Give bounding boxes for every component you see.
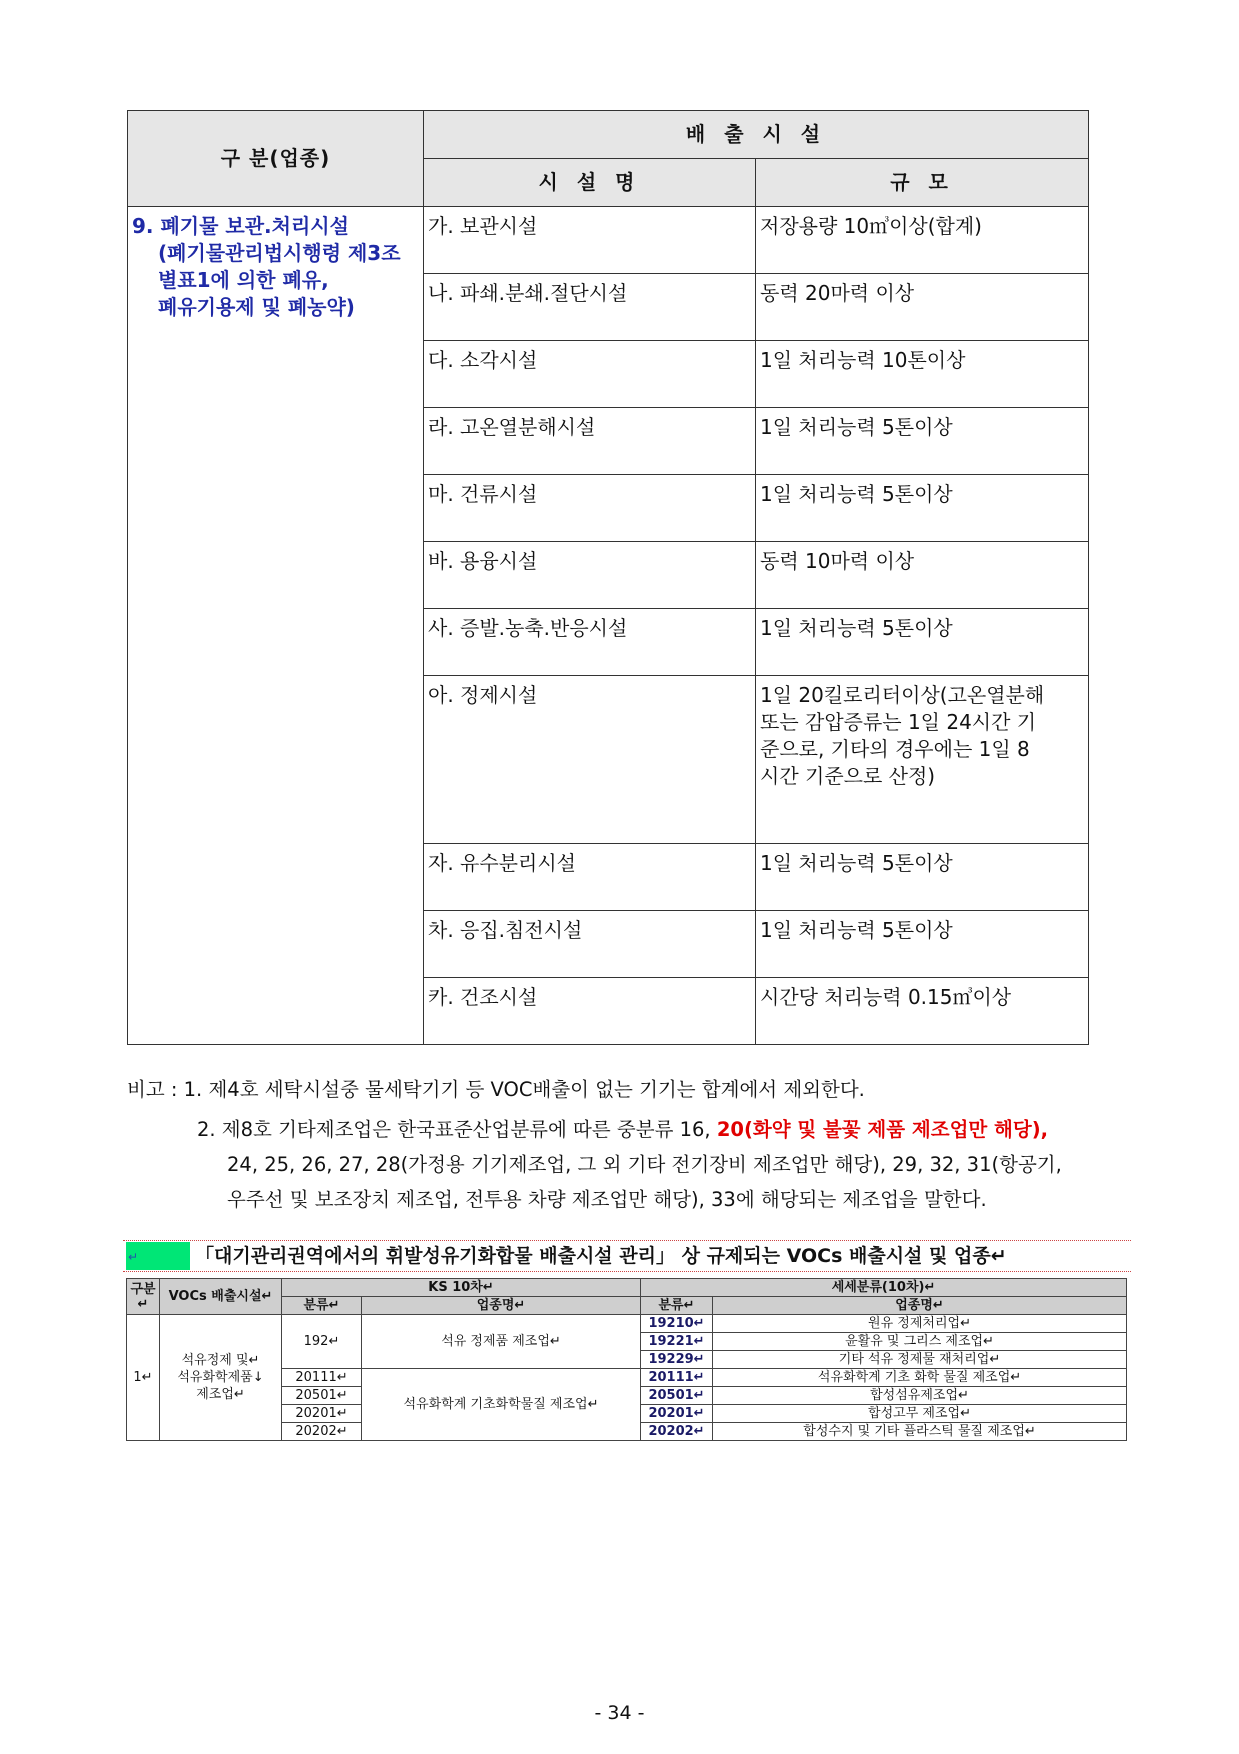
voc-detail-name: 석유화학계 기초 화학 물질 제조업↵ [713, 1369, 1127, 1387]
facility-name-cell: 다. 소각시설 [424, 341, 756, 408]
scale-line: 1일 20킬로리터이상(고온열분해 [760, 683, 1045, 707]
voc-detail-name: 윤활유 및 그리스 제조업↵ [713, 1333, 1127, 1351]
voc-ks-code: 192↵ [282, 1315, 362, 1369]
voc-header-code: 분류↵ [641, 1297, 713, 1315]
voc-header-gubun: 구분↵ [127, 1279, 160, 1315]
voc-detail-code: 20111↵ [641, 1369, 713, 1387]
category-cell [128, 207, 424, 1045]
scale-cell: 동력 10마력 이상 [756, 542, 1089, 609]
category-line: 9. 폐기물 보관.처리시설 [132, 214, 349, 238]
scale-line: 준으로, 기타의 경우에는 1일 8 [760, 737, 1030, 761]
facility-name-cell: 라. 고온열분해시설 [424, 408, 756, 475]
voc-ks-code: 20202↵ [282, 1423, 362, 1441]
scale-cell: 1일 처리능력 10톤이상 [756, 341, 1089, 408]
voc-ks-code: 20111↵ [282, 1369, 362, 1387]
voc-ks-code: 20201↵ [282, 1405, 362, 1423]
scale-cell: 1일 처리능력 5톤이상 [756, 844, 1089, 911]
voc-group-name-line: 제조업↵ [196, 1387, 245, 1402]
scale-cell: 1일 처리능력 5톤이상 [756, 408, 1089, 475]
facility-name-cell: 가. 보관시설 [424, 207, 756, 274]
voc-header-code: 분류↵ [282, 1297, 362, 1315]
voc-detail-name: 기타 석유 정제물 재처리업↵ [713, 1351, 1127, 1369]
voc-ks-name: 석유화학계 기초화학물질 제조업↵ [362, 1369, 641, 1441]
scale-cell: 1일 처리능력 5톤이상 [756, 475, 1089, 542]
voc-header-ks: KS 10차↵ [282, 1279, 641, 1297]
voc-detail-code: 19229↵ [641, 1351, 713, 1369]
note-2-line-3: 우주선 및 보조장치 제조업, 전투용 차량 제조업만 해당), 33에 해당되는 제조업을 말한다. [227, 1188, 987, 1211]
category-line: 폐유기용제 및 폐농약) [158, 295, 355, 319]
facility-name-cell: 바. 용융시설 [424, 542, 756, 609]
voc-detail-code: 19210↵ [641, 1315, 713, 1333]
voc-embedded-table [123, 1240, 1135, 1450]
header-facility-name: 시 설 명 [424, 159, 756, 207]
voc-detail-code: 19221↵ [641, 1333, 713, 1351]
voc-header-industry: 업종명↵ [713, 1297, 1127, 1315]
voc-header-industry: 업종명↵ [362, 1297, 641, 1315]
facility-name-cell: 마. 건류시설 [424, 475, 756, 542]
header-scale: 규 모 [756, 159, 1089, 207]
voc-ks-name: 석유 정제품 제조업↵ [362, 1315, 641, 1369]
green-marker [126, 1242, 190, 1270]
facility-name-cell: 자. 유수분리시설 [424, 844, 756, 911]
voc-table [126, 1278, 1127, 1441]
note-2-line-2: 24, 25, 26, 27, 28(가정용 기기제조업, 그 외 기타 전기장비 제조업만 해당), 29, 32, 31(항공기, [227, 1153, 1062, 1176]
header-emission-facility: 배 출 시 설 [424, 111, 1089, 159]
voc-group-name-line: 석유화학제품↓ [177, 1370, 264, 1385]
voc-detail-name: 합성수지 및 기타 플라스틱 물질 제조업↵ [713, 1423, 1127, 1441]
voc-ks-code: 20501↵ [282, 1387, 362, 1405]
voc-detail-name: 원유 정제처리업↵ [713, 1315, 1127, 1333]
scale-cell: 시간당 처리능력 0.15㎥이상 [756, 978, 1089, 1045]
voc-header-detail: 세세분류(10차)↵ [641, 1279, 1127, 1297]
note-2-highlight: 20(화약 및 불꽃 제품 제조업만 해당), [716, 1118, 1049, 1141]
category-line: 별표1에 의한 폐유, [158, 268, 329, 292]
page-number: - 34 - [594, 1702, 645, 1724]
voc-group-name-line: 석유정제 및↵ [181, 1353, 260, 1368]
facility-table [127, 110, 1089, 1045]
category-line: (폐기물관리법시행령 제3조 [158, 241, 401, 265]
facility-name-cell: 아. 정제시설 [424, 676, 756, 844]
voc-detail-code: 20501↵ [641, 1387, 713, 1405]
voc-detail-name: 합성고무 제조업↵ [713, 1405, 1127, 1423]
voc-group-no: 1↵ [127, 1315, 160, 1441]
voc-title-bar [123, 1240, 1131, 1272]
voc-detail-code: 20201↵ [641, 1405, 713, 1423]
scale-cell: 동력 20마력 이상 [756, 274, 1089, 341]
scale-cell: 1일 처리능력 5톤이상 [756, 609, 1089, 676]
voc-title: 「대기관리권역에서의 휘발성유기화합물 배출시설 관리」 상 규제되는 VOCs 배출시설 및 업종↵ [195, 1245, 1007, 1267]
voc-detail-code: 20202↵ [641, 1423, 713, 1441]
facility-name-cell: 차. 응집.침전시설 [424, 911, 756, 978]
voc-detail-name: 합성섬유제조업↵ [713, 1387, 1127, 1405]
voc-group-name [160, 1315, 282, 1441]
note-2-text: 2. 제8호 기타제조업은 한국표준산업분류에 따른 중분류 16, [197, 1118, 717, 1141]
scale-cell: 1일 처리능력 5톤이상 [756, 911, 1089, 978]
note-2 [197, 1112, 1127, 1217]
scale-cell: 저장용량 10㎥이상(합계) [756, 207, 1089, 274]
scale-cell [756, 676, 1089, 844]
scale-line: 시간 기준으로 산정) [760, 764, 936, 788]
voc-header-facility: VOCs 배출시설↵ [160, 1279, 282, 1315]
return-mark: ↵ [128, 1250, 139, 1264]
scale-line: 또는 감압증류는 1일 24시간 기 [760, 710, 1037, 734]
facility-name-cell: 사. 증발.농축.반응시설 [424, 609, 756, 676]
facility-name-cell: 카. 건조시설 [424, 978, 756, 1045]
facility-name-cell: 나. 파쇄.분쇄.절단시설 [424, 274, 756, 341]
note-1: 비고 : 1. 제4호 세탁시설중 물세탁기기 등 VOC배출이 없는 기기는 합계에서 제외한다. [127, 1078, 865, 1101]
header-category: 구 분(업종) [128, 111, 424, 207]
